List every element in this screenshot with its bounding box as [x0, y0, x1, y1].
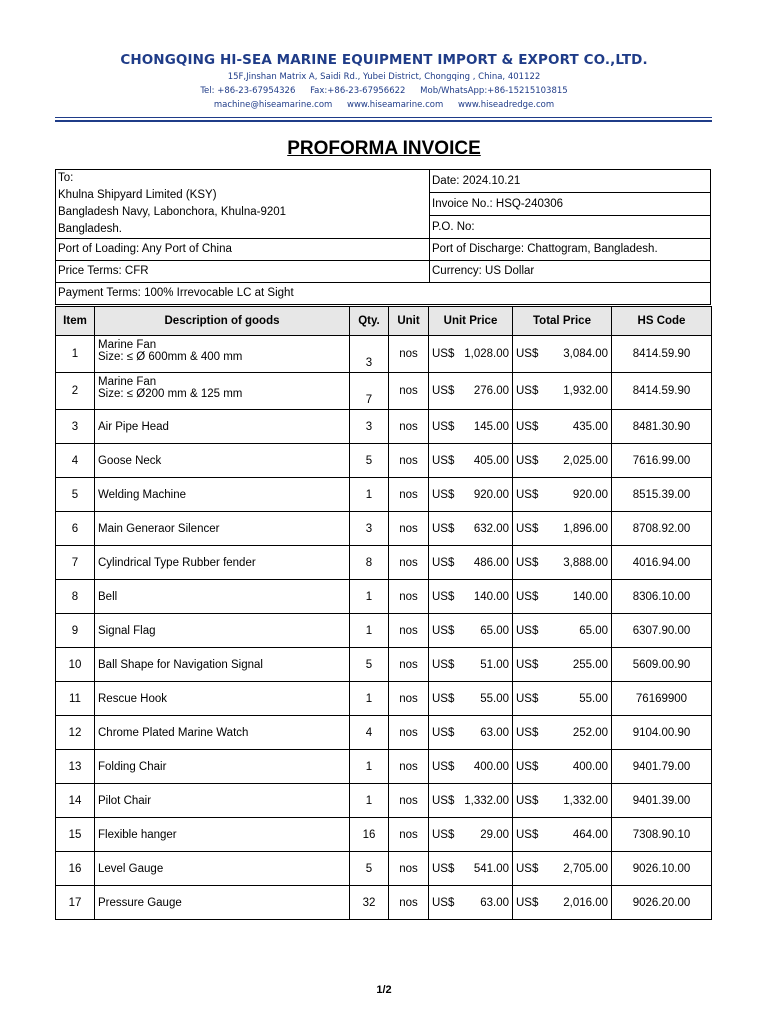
company-website-1[interactable]: www.hiseamarine.com — [347, 100, 444, 110]
item-unit: nos — [389, 648, 429, 682]
item-description-cell — [95, 784, 350, 818]
item-unit: nos — [389, 478, 429, 512]
item-hs-code: 6307.90.00 — [612, 614, 712, 648]
invoice-date: Date: 2024.10.21 — [430, 170, 711, 193]
bill-to-name: Khulna Shipyard Limited (KSY) — [58, 189, 217, 201]
item-description-cell — [95, 682, 350, 716]
item-total-price: 1,932.00 — [563, 385, 608, 397]
item-number: 15 — [56, 818, 95, 852]
item-qty: 4 — [350, 716, 389, 750]
item-unit-price-cell — [429, 512, 513, 546]
item-qty: 3 — [350, 512, 389, 546]
item-hs-code: 9026.20.00 — [612, 886, 712, 920]
company-name: CHONGQING HI-SEA MARINE EQUIPMENT IMPORT & EXPORT CO.,LTD. — [120, 52, 648, 68]
currency-symbol: US$ — [516, 658, 539, 671]
table-row — [56, 580, 712, 614]
item-unit-price-cell — [429, 852, 513, 886]
item-size: Size: ≤ Ø 600mm & 400 mm — [98, 351, 243, 363]
company-address: 15F,Jinshan Matrix A, Saidi Rd., Yubei District, Chongqing , China, 401122 — [227, 72, 541, 82]
item-unit-price-cell — [429, 444, 513, 478]
item-unit-price-cell — [429, 478, 513, 512]
item-unit-price: 400.00 — [473, 760, 509, 773]
item-number: 12 — [56, 716, 95, 750]
currency-symbol: US$ — [516, 348, 539, 360]
item-unit-price: 29.00 — [480, 828, 509, 841]
item-unit-price-cell — [429, 784, 513, 818]
item-hs-code: 9401.39.00 — [612, 784, 712, 818]
currency-symbol: US$ — [516, 488, 539, 501]
table-row — [56, 886, 712, 920]
table-row — [56, 784, 712, 818]
item-qty: 1 — [350, 478, 389, 512]
item-unit-price: 541.00 — [473, 862, 509, 875]
item-total-price: 1,332.00 — [563, 794, 608, 807]
table-row — [56, 818, 712, 852]
item-hs-code: 4016.94.00 — [612, 546, 712, 580]
item-unit-price: 145.00 — [473, 420, 509, 433]
item-unit: nos — [389, 512, 429, 546]
currency-symbol: US$ — [516, 385, 539, 397]
item-qty: 1 — [350, 682, 389, 716]
item-hs-code: 8306.10.00 — [612, 580, 712, 614]
item-description-cell — [95, 580, 350, 614]
company-email[interactable]: machine@hiseamarine.com — [213, 100, 333, 110]
currency-symbol: US$ — [432, 896, 455, 909]
item-description: Marine Fan — [98, 376, 157, 388]
item-unit-price: 63.00 — [480, 896, 509, 909]
item-number: 5 — [56, 478, 95, 512]
item-total-price-cell — [513, 886, 612, 920]
item-hs-code: 8708.92.00 — [612, 512, 712, 546]
currency-symbol: US$ — [432, 488, 455, 501]
item-hs-code: 8414.59.90 — [612, 373, 712, 410]
item-description-cell — [95, 852, 350, 886]
item-number: 9 — [56, 614, 95, 648]
item-qty: 7 — [350, 373, 389, 410]
item-number: 6 — [56, 512, 95, 546]
item-total-price-cell — [513, 444, 612, 478]
item-unit-price-cell — [429, 716, 513, 750]
table-row — [56, 750, 712, 784]
col-unit: Unit — [389, 307, 429, 336]
item-unit-price-cell — [429, 614, 513, 648]
item-description-cell — [95, 373, 350, 410]
invoice-number: Invoice No.: HSQ-240306 — [430, 193, 711, 216]
company-phones — [0, 86, 768, 96]
item-hs-code: 8414.59.90 — [612, 336, 712, 373]
item-unit-price-cell — [429, 373, 513, 410]
bill-to-label: To: — [58, 172, 74, 184]
currency-symbol: US$ — [432, 828, 455, 841]
port-of-loading: Port of Loading: Any Port of China — [56, 239, 430, 261]
item-total-price-cell — [513, 614, 612, 648]
item-unit: nos — [389, 852, 429, 886]
item-total-price-cell — [513, 478, 612, 512]
item-description: Pressure Gauge — [98, 896, 182, 909]
company-mobile: Mob/WhatsApp:+86-15215103815 — [420, 86, 568, 96]
item-description: Goose Neck — [98, 454, 162, 467]
table-row — [56, 336, 712, 373]
table-row — [56, 444, 712, 478]
item-description-cell — [95, 410, 350, 444]
item-unit: nos — [389, 580, 429, 614]
table-row — [56, 478, 712, 512]
item-number: 8 — [56, 580, 95, 614]
item-total-price: 3,888.00 — [563, 556, 608, 569]
item-total-price: 3,084.00 — [563, 348, 608, 360]
currency-symbol: US$ — [516, 862, 539, 875]
page-number: 1/2 — [376, 984, 392, 996]
item-number: 11 — [56, 682, 95, 716]
item-total-price-cell — [513, 750, 612, 784]
item-unit: nos — [389, 410, 429, 444]
item-description-cell — [95, 716, 350, 750]
item-unit-price: 63.00 — [480, 726, 509, 739]
item-unit-price: 276.00 — [473, 385, 509, 397]
company-online — [0, 100, 768, 110]
item-total-price: 2,025.00 — [563, 454, 608, 467]
currency-symbol: US$ — [432, 760, 455, 773]
currency-symbol: US$ — [432, 726, 455, 739]
item-description: Level Gauge — [98, 862, 164, 875]
item-description: Air Pipe Head — [98, 420, 169, 433]
table-row — [56, 716, 712, 750]
item-unit: nos — [389, 750, 429, 784]
item-total-price-cell — [513, 682, 612, 716]
item-unit: nos — [389, 444, 429, 478]
currency-symbol: US$ — [432, 454, 455, 467]
company-tel: Tel: +86-23-67954326 — [200, 86, 296, 96]
bill-to-cell — [56, 170, 430, 239]
item-unit-price-cell — [429, 336, 513, 373]
item-unit-price: 1,332.00 — [464, 794, 509, 807]
col-qty: Qty. — [350, 307, 389, 336]
item-total-price: 2,016.00 — [563, 896, 608, 909]
item-unit: nos — [389, 546, 429, 580]
item-unit-price-cell — [429, 546, 513, 580]
item-description: Ball Shape for Navigation Signal — [98, 658, 263, 671]
company-website-2[interactable]: www.hiseadredge.com — [457, 100, 555, 110]
item-total-price-cell — [513, 648, 612, 682]
table-row — [56, 512, 712, 546]
item-qty: 1 — [350, 784, 389, 818]
table-row — [56, 648, 712, 682]
item-total-price-cell — [513, 336, 612, 373]
currency-symbol: US$ — [516, 624, 539, 637]
item-total-price-cell — [513, 818, 612, 852]
item-description-cell — [95, 750, 350, 784]
item-total-price: 252.00 — [572, 726, 608, 739]
item-size: Size: ≤ Ø200 mm & 125 mm — [98, 388, 243, 400]
item-qty: 5 — [350, 852, 389, 886]
currency: Currency: US Dollar — [430, 261, 711, 283]
table-row — [56, 614, 712, 648]
item-hs-code: 7308.90.10 — [612, 818, 712, 852]
item-description: Folding Chair — [98, 760, 167, 773]
currency-symbol: US$ — [432, 385, 455, 397]
currency-symbol: US$ — [516, 828, 539, 841]
currency-symbol: US$ — [516, 454, 539, 467]
item-description: Main Generaor Silencer — [98, 522, 220, 535]
item-total-price: 464.00 — [572, 828, 608, 841]
item-description: Bell — [98, 590, 118, 603]
currency-symbol: US$ — [432, 420, 455, 433]
item-unit: nos — [389, 886, 429, 920]
currency-symbol: US$ — [516, 590, 539, 603]
item-description-cell — [95, 512, 350, 546]
item-description-cell — [95, 336, 350, 373]
item-unit-price: 51.00 — [480, 658, 509, 671]
port-of-discharge: Port of Discharge: Chattogram, Bangladesh. — [430, 239, 711, 261]
col-hs-code: HS Code — [612, 307, 712, 336]
letterhead — [0, 52, 768, 110]
items-header-row — [56, 307, 712, 336]
item-total-price: 435.00 — [572, 420, 608, 433]
item-description: Cylindrical Type Rubber fender — [98, 556, 256, 569]
item-description-cell — [95, 444, 350, 478]
po-number: P.O. No: — [430, 216, 711, 239]
item-qty: 1 — [350, 750, 389, 784]
currency-symbol: US$ — [516, 760, 539, 773]
item-unit-price: 1,028.00 — [464, 348, 509, 360]
item-unit: nos — [389, 716, 429, 750]
item-unit-price: 65.00 — [480, 624, 509, 637]
currency-symbol: US$ — [432, 348, 455, 360]
bill-to-address: Bangladesh Navy, Labonchora, Khulna-9201 — [58, 206, 287, 218]
item-total-price-cell — [513, 580, 612, 614]
item-unit-price-cell — [429, 648, 513, 682]
payment-terms: Payment Terms: 100% Irrevocable LC at Sight — [56, 283, 711, 305]
item-qty: 5 — [350, 444, 389, 478]
item-description: Welding Machine — [98, 488, 187, 501]
currency-symbol: US$ — [432, 590, 455, 603]
table-row — [56, 373, 712, 410]
currency-symbol: US$ — [516, 794, 539, 807]
item-qty: 1 — [350, 580, 389, 614]
item-description-cell — [95, 614, 350, 648]
col-description: Description of goods — [95, 307, 350, 336]
item-unit-price: 920.00 — [473, 488, 509, 501]
currency-symbol: US$ — [516, 726, 539, 739]
item-hs-code: 5609.00.90 — [612, 648, 712, 682]
bill-to-country: Bangladesh. — [58, 223, 122, 235]
document-title: PROFORMA INVOICE — [287, 138, 481, 159]
item-number: 10 — [56, 648, 95, 682]
currency-symbol: US$ — [516, 556, 539, 569]
table-row — [56, 410, 712, 444]
item-description-cell — [95, 886, 350, 920]
item-total-price-cell — [513, 716, 612, 750]
currency-symbol: US$ — [516, 896, 539, 909]
item-unit-price: 55.00 — [480, 692, 509, 705]
item-qty: 16 — [350, 818, 389, 852]
price-terms: Price Terms: CFR — [56, 261, 430, 283]
item-total-price-cell — [513, 410, 612, 444]
item-total-price-cell — [513, 852, 612, 886]
item-description: Chrome Plated Marine Watch — [98, 726, 249, 739]
table-row — [56, 852, 712, 886]
item-description: Marine Fan — [98, 339, 157, 351]
invoice-header-table — [55, 169, 711, 305]
item-total-price: 255.00 — [572, 658, 608, 671]
item-total-price: 65.00 — [579, 624, 608, 637]
item-unit: nos — [389, 818, 429, 852]
item-total-price-cell — [513, 512, 612, 546]
item-total-price: 2,705.00 — [563, 862, 608, 875]
currency-symbol: US$ — [516, 692, 539, 705]
header-divider-thick — [55, 120, 712, 122]
currency-symbol: US$ — [516, 420, 539, 433]
item-unit: nos — [389, 373, 429, 410]
item-total-price-cell — [513, 784, 612, 818]
item-number: 16 — [56, 852, 95, 886]
item-hs-code: 8515.39.00 — [612, 478, 712, 512]
item-description: Flexible hanger — [98, 828, 177, 841]
item-number: 2 — [56, 373, 95, 410]
currency-symbol: US$ — [432, 658, 455, 671]
currency-symbol: US$ — [516, 522, 539, 535]
item-total-price: 55.00 — [579, 692, 608, 705]
item-unit-price-cell — [429, 886, 513, 920]
item-qty: 8 — [350, 546, 389, 580]
table-row — [56, 546, 712, 580]
item-unit-price: 140.00 — [473, 590, 509, 603]
table-row — [56, 682, 712, 716]
item-unit-price-cell — [429, 410, 513, 444]
item-number: 3 — [56, 410, 95, 444]
item-unit-price-cell — [429, 682, 513, 716]
col-unit-price: Unit Price — [429, 307, 513, 336]
item-total-price-cell — [513, 546, 612, 580]
item-description-cell — [95, 648, 350, 682]
item-qty: 5 — [350, 648, 389, 682]
item-qty: 1 — [350, 614, 389, 648]
item-unit: nos — [389, 784, 429, 818]
item-qty: 3 — [350, 336, 389, 373]
currency-symbol: US$ — [432, 692, 455, 705]
item-number: 7 — [56, 546, 95, 580]
item-description: Signal Flag — [98, 624, 156, 637]
currency-symbol: US$ — [432, 624, 455, 637]
col-total-price: Total Price — [513, 307, 612, 336]
item-description: Pilot Chair — [98, 794, 152, 807]
item-hs-code: 8481.30.90 — [612, 410, 712, 444]
item-unit-price: 486.00 — [473, 556, 509, 569]
col-item: Item — [56, 307, 95, 336]
item-number: 13 — [56, 750, 95, 784]
item-qty: 32 — [350, 886, 389, 920]
item-unit-price-cell — [429, 580, 513, 614]
item-hs-code: 7616.99.00 — [612, 444, 712, 478]
item-description-cell — [95, 546, 350, 580]
item-qty: 3 — [350, 410, 389, 444]
item-total-price: 140.00 — [572, 590, 608, 603]
item-total-price: 1,896.00 — [563, 522, 608, 535]
item-unit: nos — [389, 682, 429, 716]
company-fax: Fax:+86-23-67956622 — [310, 86, 406, 96]
item-hs-code: 76169900 — [612, 682, 712, 716]
item-number: 1 — [56, 336, 95, 373]
item-number: 14 — [56, 784, 95, 818]
item-total-price: 920.00 — [572, 488, 608, 501]
item-unit-price-cell — [429, 750, 513, 784]
currency-symbol: US$ — [432, 862, 455, 875]
item-unit: nos — [389, 336, 429, 373]
item-description-cell — [95, 818, 350, 852]
item-unit: nos — [389, 614, 429, 648]
item-hs-code: 9401.79.00 — [612, 750, 712, 784]
item-hs-code: 9026.10.00 — [612, 852, 712, 886]
item-unit-price-cell — [429, 818, 513, 852]
item-description: Rescue Hook — [98, 692, 168, 705]
item-description-cell — [95, 478, 350, 512]
items-table — [55, 306, 712, 920]
currency-symbol: US$ — [432, 556, 455, 569]
item-total-price-cell — [513, 373, 612, 410]
item-unit-price: 632.00 — [473, 522, 509, 535]
item-number: 17 — [56, 886, 95, 920]
item-unit-price: 405.00 — [473, 454, 509, 467]
currency-symbol: US$ — [432, 794, 455, 807]
header-divider — [55, 117, 712, 118]
item-total-price: 400.00 — [572, 760, 608, 773]
currency-symbol: US$ — [432, 522, 455, 535]
item-number: 4 — [56, 444, 95, 478]
item-hs-code: 9104.00.90 — [612, 716, 712, 750]
